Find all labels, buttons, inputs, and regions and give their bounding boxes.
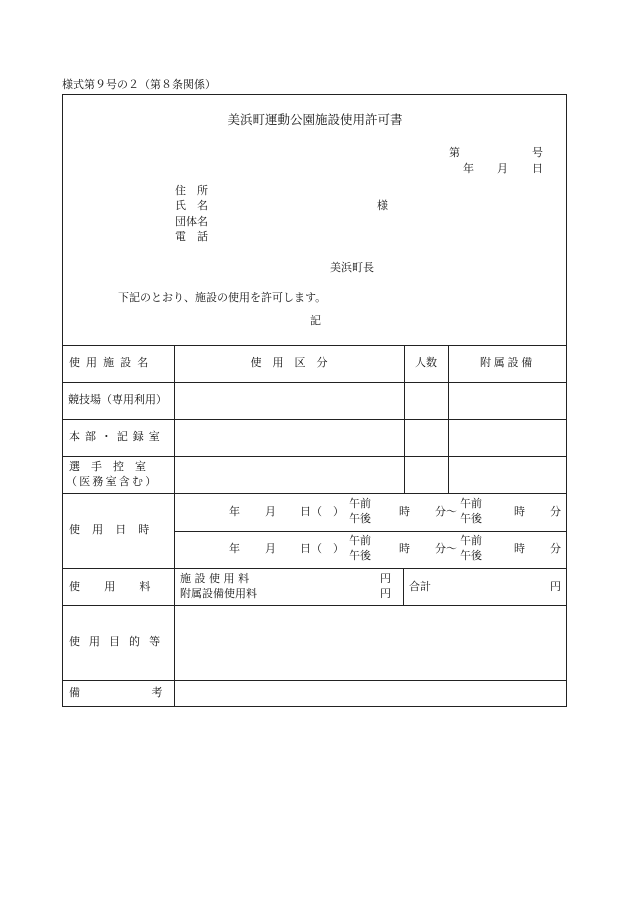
row-line [174,531,567,532]
dt1-end-hour: 時 [514,505,525,518]
name-label: 氏 名 [175,199,208,212]
phone-label: 電 話 [175,230,208,243]
dt1-year: 年 [229,505,240,518]
date-month: 月 [497,162,508,175]
dt1-start-am: 午前 [349,497,371,510]
col-line [403,568,404,605]
issuer: 美浜町長 [330,261,374,274]
dt2-end-minute: 分 [550,542,561,555]
dt1-month: 月 [265,505,276,518]
dt1-end-pm: 午後 [460,512,482,525]
row-line [62,568,567,569]
dt2-start-hour: 時 [399,542,410,555]
row-fee-label: 使用料 [69,580,175,593]
document-title: 美浜町運動公園施設使用許可書 [227,112,403,127]
row-remarks-label: 備考 [69,686,234,699]
body-text: 下記のとおり、施設の使用を許可します。 [118,291,327,304]
header-usage-section: 使 用 区 分 [250,356,328,369]
total-label: 合計 [409,580,431,593]
equipment-fee-yen: 円 [380,587,391,600]
dt1-start-minute: 分～ [435,505,457,518]
header-equipment: 附属設備 [480,356,535,369]
total-yen: 円 [550,580,561,593]
col-line [174,345,175,707]
group-label: 団体名 [175,215,208,228]
ki-mark: 記 [310,314,321,327]
dt1-day: 日（ ） [300,505,344,518]
facility-fee-yen: 円 [380,572,391,585]
dt2-day: 日（ ） [300,542,344,555]
dt2-end-am: 午前 [460,534,482,547]
facility-fee-label: 施設使用料 [180,572,253,585]
row-hq: 本部・記録室 [69,430,165,443]
address-label: 住 所 [175,184,208,197]
dt2-start-am: 午前 [349,534,371,547]
row-purpose-label: 使用目的等 [69,635,170,648]
dt1-start-pm: 午後 [349,512,371,525]
number-prefix: 第 [449,146,460,159]
equipment-fee-label: 附属設備使用料 [180,587,257,600]
dt2-start-pm: 午後 [349,549,371,562]
dt2-month: 月 [265,542,276,555]
row-line [62,493,567,494]
dt2-end-hour: 時 [514,542,525,555]
dt1-start-hour: 時 [399,505,410,518]
number-suffix: 号 [532,146,543,159]
row-line [62,382,567,383]
row-datetime-label: 使用日時 [69,523,162,536]
dt2-end-pm: 午後 [460,549,482,562]
header-facility: 使用施設名 [69,356,155,369]
row-line [62,456,567,457]
dt1-end-minute: 分 [550,505,561,518]
header-people: 人数 [415,356,437,369]
dt2-start-minute: 分～ [435,542,457,555]
row-line [62,605,567,606]
row-locker-line2: （医務室含む） [66,475,159,488]
row-stadium: 競技場（専用利用） [68,393,167,406]
form-label: 様式第９号の２（第８条関係） [62,78,216,91]
row-line [62,680,567,681]
dt1-end-am: 午前 [460,497,482,510]
date-year: 年 [463,162,474,175]
row-line [62,419,567,420]
row-locker-line1: 選 手 控 室 [69,460,146,473]
dt2-year: 年 [229,542,240,555]
table-top-line [62,345,567,346]
date-day: 日 [532,162,543,175]
honorific: 様 [377,199,388,212]
